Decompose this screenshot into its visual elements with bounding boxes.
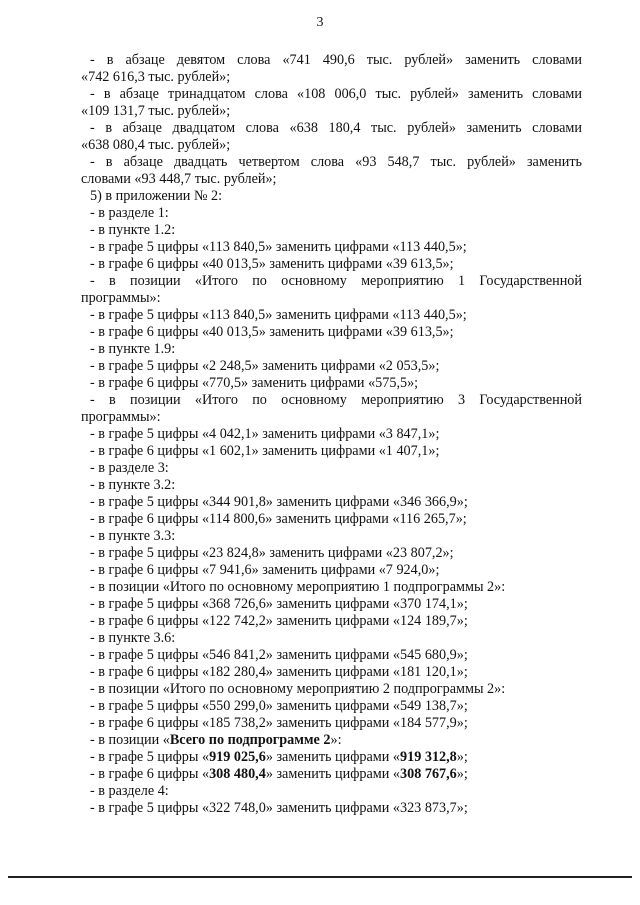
text-line: - в разделе 3: [90,460,169,476]
bold-number: 308 480,4 [209,766,266,782]
text-line: - в позиции «Итого по основному мероприятию 1 подпрограммы 2»: [90,579,506,595]
text-line: - в графе 6 цифры «185 738,2» заменить цифрами «184 577,9»; [90,715,468,731]
text-line: - в графе 6 цифры «308 480,4» заменить цифрами «308 767,6»; [90,766,468,782]
text-line: - в графе 5 цифры «4 042,1» заменить цифрами «3 847,1»; [90,426,440,442]
text-line: - в пункте 1.2: [90,222,176,238]
text-line: - в разделе 1: [90,205,169,221]
text-line: - в пункте 3.3: [90,528,176,544]
text-line: - в пункте 3.6: [90,630,176,646]
text-line: - в графе 6 цифры «7 941,6» заменить цифрами «7 924,0»; [90,562,440,578]
text-line: - в позиции «Итого по основному мероприятию 2 подпрограммы 2»: [90,681,506,697]
text-line: - в графе 6 цифры «122 742,2» заменить цифрами «124 189,7»; [90,613,468,629]
text-line: - в абзаце тринадцатом слова «108 006,0 тыс. рублей» заменить словами [90,86,582,102]
bold-number: 308 767,6 [400,766,457,782]
text-line: «742 616,3 тыс. рублей»; [81,69,231,85]
text-line: - в графе 5 цифры «113 840,5» заменить цифрами «113 440,5»; [90,307,467,323]
text-line: - в графе 6 цифры «770,5» заменить цифрами «575,5»; [90,375,419,391]
text-line: - в графе 5 цифры «322 748,0» заменить цифрами «323 873,7»; [90,800,468,816]
text-line: программы»: [81,290,161,306]
text-line: - в графе 5 цифры «113 840,5» заменить цифрами «113 440,5»; [90,239,467,255]
text-line: программы»: [81,409,161,425]
text-line: - в графе 5 цифры «2 248,5» заменить цифрами «2 053,5»; [90,358,440,374]
text-line: - в графе 6 цифры «1 602,1» заменить цифрами «1 407,1»; [90,443,440,459]
text-line: - в абзаце двадцатом слова «638 180,4 тыс. рублей» заменить словами [90,120,582,136]
text-line: - в абзаце двадцать четвертом слова «93 548,7 тыс. рублей» заменить [90,154,582,170]
text-line: - в графе 5 цифры «550 299,0» заменить цифрами «549 138,7»; [90,698,468,714]
text-line: - в позиции «Итого по основному мероприятию 3 Государственной [90,392,582,408]
bold-number: 919 312,8 [400,749,457,765]
text-line: 5) в приложении № 2: [90,188,223,204]
text-line: - в графе 5 цифры «344 901,8» заменить цифрами «346 366,9»; [90,494,468,510]
text-line: - в позиции «Всего по подпрограмме 2»: [90,732,342,748]
text-line: - в графе 6 цифры «114 800,6» заменить цифрами «116 265,7»; [90,511,467,527]
text-line: - в графе 5 цифры «368 726,6» заменить цифрами «370 174,1»; [90,596,468,612]
text-line: - в графе 6 цифры «40 013,5» заменить цифрами «39 613,5»; [90,324,454,340]
text-line: - в графе 5 цифры «919 025,6» заменить цифрами «919 312,8»; [90,749,468,765]
text-line: - в графе 5 цифры «23 824,8» заменить цифрами «23 807,2»; [90,545,454,561]
text-line: - в графе 6 цифры «182 280,4» заменить цифрами «181 120,1»; [90,664,468,680]
text-line: словами «93 448,7 тыс. рублей»; [81,171,277,187]
page-number: 3 [316,15,324,30]
bold-phrase: Всего по подпрограмме 2 [169,732,331,748]
text-line: - в графе 5 цифры «546 841,2» заменить цифрами «545 680,9»; [90,647,468,663]
text-line: «109 131,7 тыс. рублей»; [81,103,231,119]
text-line: - в графе 6 цифры «40 013,5» заменить цифрами «39 613,5»; [90,256,454,272]
text-line: «638 080,4 тыс. рублей»; [81,137,231,153]
text-line: - в пункте 3.2: [90,477,176,493]
text-line: - в разделе 4: [90,783,169,799]
text-line: - в пункте 1.9: [90,341,176,357]
text-line: - в позиции «Итого по основному мероприятию 1 Государственной [90,273,582,289]
text-line: - в абзаце девятом слова «741 490,6 тыс. рублей» заменить словами [90,52,582,68]
bold-number: 919 025,6 [209,749,266,765]
footer-rule [8,876,632,878]
document-body [81,52,582,817]
